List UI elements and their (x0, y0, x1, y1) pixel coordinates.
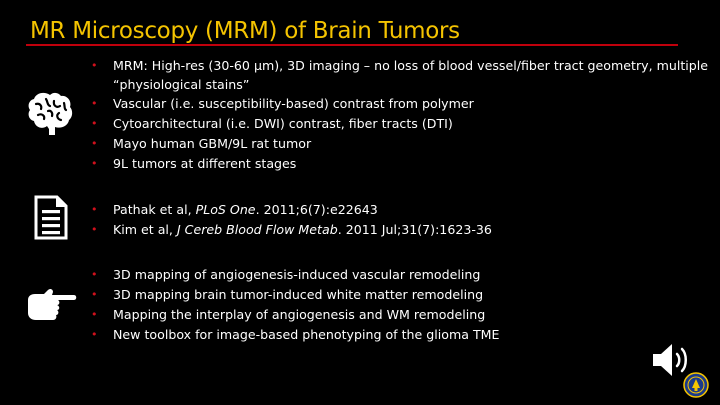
bullet-list-goals (88, 265, 499, 345)
title-underline (26, 44, 678, 46)
bullet-list-references (88, 200, 492, 240)
list-item: • 9L tumors at different stages (91, 156, 297, 171)
list-item: • New toolbox for image-based phenotyping of the glioma TME (91, 327, 500, 342)
list-item: • Kim et al, J Cereb Blood Flow Metab. 2011 Jul;31(7):1623-36 (91, 222, 492, 237)
list-item: • Cytoarchitectural (i.e. DWI) contrast, fiber tracts (DTI) (91, 116, 453, 131)
slide-title: MR Microscopy (MRM) of Brain Tumors (30, 18, 460, 44)
list-item: • 3D mapping brain tumor-induced white matter remodeling (91, 287, 484, 302)
pointing-hand-icon (26, 286, 78, 324)
document-icon (34, 195, 68, 240)
university-seal-logo (683, 372, 709, 398)
list-item: • Vascular (i.e. susceptibility-based) contrast from polymer (91, 96, 474, 111)
list-item: • Mayo human GBM/9L rat tumor (91, 136, 312, 151)
list-item: • 3D mapping of angiogenesis-induced vascular remodeling (91, 267, 481, 282)
list-item: • Mapping the interplay of angiogenesis and WM remodeling (91, 307, 486, 322)
brain-icon (26, 89, 74, 135)
list-item: • Pathak et al, PLoS One. 2011;6(7):e22643 (91, 202, 378, 217)
bullet-list-methods (88, 56, 720, 174)
list-item: • MRM: High-res (30-60 µm), 3D imaging – no loss of blood vessel/fiber tract geometry, multiple “physiological stains” (91, 58, 709, 92)
